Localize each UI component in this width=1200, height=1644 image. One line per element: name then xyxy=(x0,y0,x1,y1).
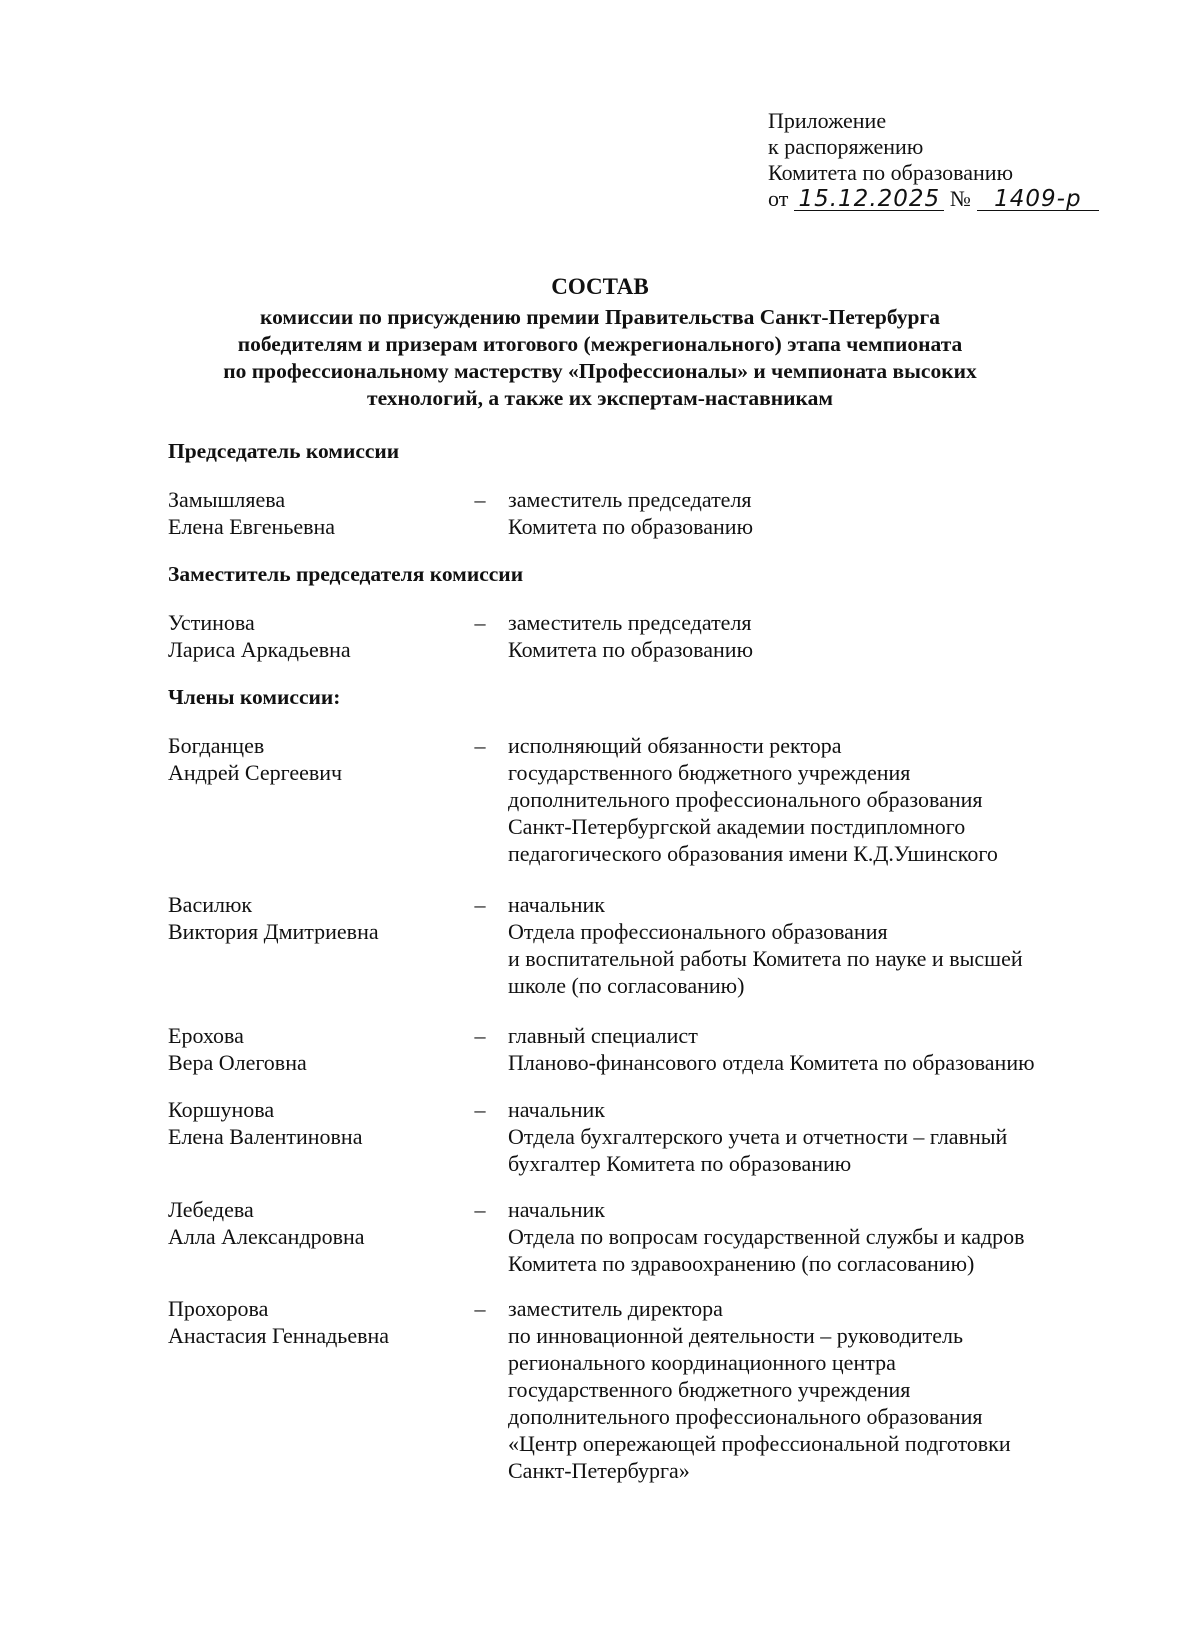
title-line-4: технологий, а также их экспертам-наставникам xyxy=(367,386,833,410)
dash-separator: – xyxy=(474,1097,486,1122)
dash-separator: – xyxy=(474,733,486,758)
title-main: СОСТАВ xyxy=(551,274,649,299)
dash-separator: – xyxy=(474,1197,486,1222)
appendix-line-2: к распоряжению xyxy=(768,134,924,159)
member-role: заместитель председателя Комитета по образованию xyxy=(508,610,754,662)
appendix-line-1: Приложение xyxy=(768,108,887,133)
chair-heading: Председатель комиссии xyxy=(168,439,400,463)
member-role: заместитель директора по инновационной деятельности – руководитель регионального координационного центра государственного бюджетного учреждения дополнительного профессионального образования «Центр опережающей профессиональной подготовки Санкт-Петербурга» xyxy=(508,1296,1011,1483)
dash-separator: – xyxy=(474,1023,486,1048)
member-name: Лебедева Алла Александровна xyxy=(168,1197,365,1249)
dash-separator: – xyxy=(474,892,486,917)
dash-separator: – xyxy=(474,610,486,635)
member-role: исполняющий обязанности ректора государственного бюджетного учреждения дополнительного профессионального образования Санкт-Петербургской академии постдипломного педагогического образования имени К.Д.Ушинского xyxy=(508,733,998,866)
members-heading: Члены комиссии: xyxy=(168,685,341,709)
member-name: Устинова Лариса Аркадьевна xyxy=(168,610,351,662)
document-title xyxy=(150,272,1050,412)
appendix-date-line xyxy=(768,186,1099,212)
member-name: Прохорова Анастасия Геннадьевна xyxy=(168,1296,390,1348)
appendix-line-3: Комитета по образованию xyxy=(768,160,1014,185)
deputy-heading: Заместитель председателя комиссии xyxy=(168,562,524,586)
title-line-3: по профессиональному мастерству «Профессионалы» и чемпионата высоких xyxy=(223,359,977,383)
member-name: Богданцев Андрей Сергеевич xyxy=(168,733,343,785)
member-role: заместитель председателя Комитета по образованию xyxy=(508,487,754,539)
member-role: начальник Отдела профессионального образования и воспитательной работы Комитета по науке и высшей школе (по согласованию) xyxy=(508,892,1023,998)
member-role: начальник Отдела по вопросам государственной службы и кадров Комитета по здравоохранению (по согласованию) xyxy=(508,1197,1025,1276)
handwritten-date: 15.12.2025 xyxy=(794,188,944,211)
title-line-2: победителям и призерам итогового (межрегионального) этапа чемпионата xyxy=(237,332,963,356)
member-name: Василюк Виктория Дмитриевна xyxy=(168,892,379,944)
member-name: Замышляева Елена Евгеньевна xyxy=(168,487,336,539)
member-name: Коршунова Елена Валентиновна xyxy=(168,1097,363,1149)
handwritten-number: 1409-р xyxy=(977,188,1099,211)
member-role: главный специалист Планово-финансового отдела Комитета по образованию xyxy=(508,1023,1035,1075)
member-role: начальник Отдела бухгалтерского учета и отчетности – главный бухгалтер Комитета по образованию xyxy=(508,1097,1008,1176)
title-line-1: комиссии по присуждению премии Правительства Санкт-Петербурга xyxy=(259,305,940,329)
number-sign: № xyxy=(949,186,971,211)
date-prefix: от xyxy=(768,186,789,211)
dash-separator: – xyxy=(474,487,486,512)
member-name: Ерохова Вера Олеговна xyxy=(168,1023,307,1075)
dash-separator: – xyxy=(474,1296,486,1321)
appendix-block xyxy=(768,108,1099,212)
